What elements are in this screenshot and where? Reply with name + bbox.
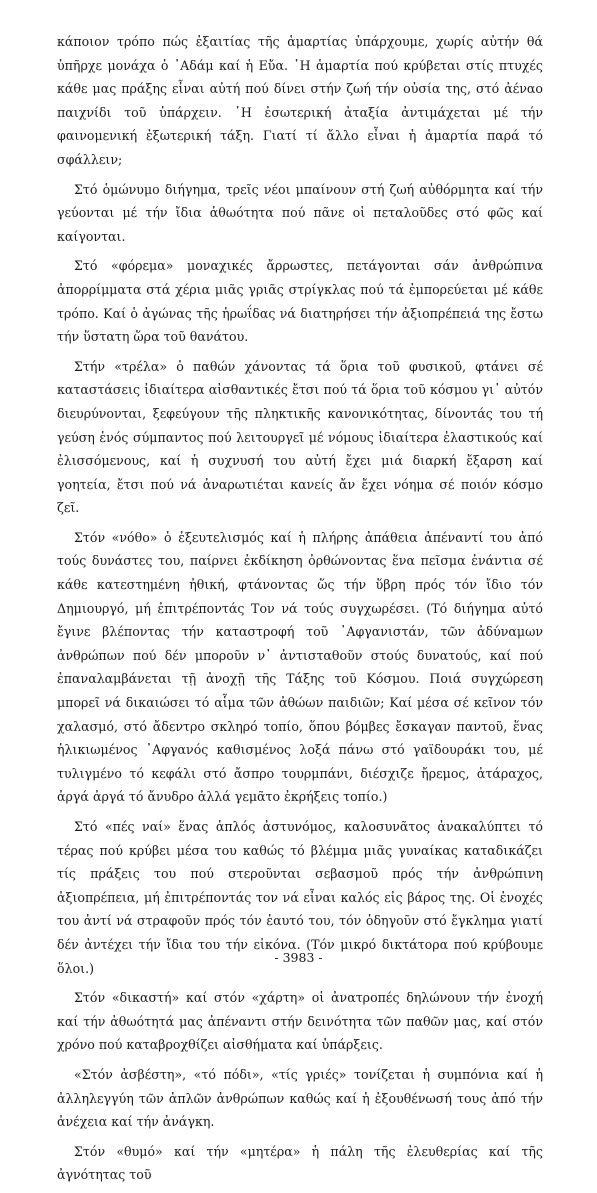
paragraph: Στήν «τρέλα» ὁ παθών χάνοντας τά ὅρια τοῦ φυσικοῦ, φτάνει σέ καταστάσεις ἰδιαίτερα αἰσθαντικές ἔτσι πού τά ὅρια τοῦ κόσμου γι᾽ αὐτόν διευρύνονται, ξεφεύγουν τῆς πληκτικῆς κανονικότητας, δίνοντάς του τή γεύση ἑνός σύμπαντος πού λειτουργεῖ μέ νόμους ἰδιαίτερα ἐλαστικούς καί ἐλισσόμενους, καί ἡ συχνυσή του αὐτή ἔχει μιά διαρκή ἔξαρση καί γοητεία, ἔτσι πού νά ἀναρωτιέται κανείς ἄν ἔχει νόημα σέ ποιόν κόσμο ζεῖ. [57,358,543,516]
paragraph: Στό ὁμώνυμο διήγημα, τρεῖς νέοι μπαίνουν στή ζωή αὐθόρμητα καί τήν γεύονται μέ τήν ἴδια ἀθωότητα πού πᾶνε οἱ πεταλοῦδες στό φῶς καί καίγονται. [57,181,543,244]
page-number: - 3983 - [274,950,323,965]
body-text [57,30,543,1193]
paragraph: «Στόν ἀσβέστη», «τό πόδι», «τίς γριές» τονίζεται ἡ συμπόνια καί ἡ ἀλληλεγγύη τῶν ἁπλῶν ἀνθρώπων καθώς καί ἡ ἐξουθένωσή τους ἀπό τήν ἀνέχεια καί τήν ἀνάγκη. [57,1066,543,1130]
paragraph: Στό «φόρεμα» μοναχικές ἄρρωστες, πετάγονται σάν ἀνθρώπινα ἀπορρίμματα στά χέρια μιᾶς γριᾶς στρίγκλας πού τά ἐμπορεύεται μέ κάθε τρόπο. Καί ὁ ἀγώνας τῆς ἡρωΐδας νά διατηρήσει τήν ἀξιοπρέπειά της ἔστω τήν ὕστατη ὥρα τοῦ θανάτου. [57,258,543,345]
paragraph: Στόν «θυμό» καί τήν «μητέρα» ἡ πάλη τῆς ἐλευθερίας καί τῆς ἀγνότητας τοῦ [57,1143,543,1183]
paragraph: Στόν «δικαστή» καί στόν «χάρτη» οἱ ἀνατροπές δηλώνουν τήν ἐνοχή καί τήν ἀθωότητά μας ἀπέναντι στήν δεινότητα τῶν παθῶν μας, καί στόν χρόνο πού καταβροχθίζει αἰσθήματα καί ὑπάρξεις. [57,990,543,1053]
paragraph: Στό «πές ναί» ἕνας ἁπλός ἀστυνόμος, καλοσυνᾶτος ἀνακαλύπτει τό τέρας πού κρύβει μέσα του καθώς τό βλέμμα μιᾶς γυναίκας καταδικάζει τίς πράξεις του πού στεροῦνται σεβασμοῦ πρός τήν ἀνθρώπινη ἀξιοπρέπεια, μή ἐπιτρέποντάς τον νά εἶναι καλός εἰς βάρος της. Οἱ ἐνοχές του ἀντί νά στραφοῦν πρός τόν ἑαυτό του, τόν ὁδηγοῦν στό ἔγκλημα γιατί δέν ἀντέχει τήν ἴδια του τήν εἰκόνα. (Τόν μικρό δικτάτορα πού κρύβουμε ὅλοι.) [57,819,543,976]
paragraph: κάποιον τρόπο πώς ἐξαιτίας τῆς ἁμαρτίας ὑπάρχουμε, χωρίς αὐτήν θά ὑπῆρχε μονάχα ὁ ᾽Αδάμ καί ἡ Εὔα. ῾Η ἁμαρτία πού κρύβεται στίς πτυχές κάθε μας πράξης εἶναι αὐτή πού δίνει στήν ζωή τήν οὐσία της, στό ἀέναο παιχνίδι τοῦ ὑπάρχειν. ῾Η ἐσωτερική ἀταξία ἀντιμάχεται μέ τήν φαινομενική ἐξωτερική τάξη. Γιατί τί ἄλλο εἶναι ἡ ἁμαρτία παρά τό σφάλλειν; [57,34,543,167]
paragraph: Στόν «νόθο» ὁ ἐξευτελισμός καί ἡ πλήρης ἀπάθεια ἀπέναντί του ἀπό τούς δυνάστες του, παίρνει ἐκδίκηση ὀρθώνοντας ἕνα πεῖσμα ἐνάντια σέ κάθε κατεστημένη ἠθική, φτάνοντας ὥς τήν ὕβρη πρός τόν ἴδιο τόν Δημιουργό, μή ἐπιτρέποντάς Τον νά τούς συγχωρέσει. (Τό διήγημα αὐτό ἔγινε βλέποντας τήν καταστροφή τοῦ ᾽Αφγανιστάν, τῶν ἀδύναμων ἀνθρώπων πού δέν μποροῦν ν᾽ ἀντισταθοῦν στούς δυνατούς, καί πού ἐπαναλαμβάνεται τῇ ἀνοχῇ τῆς Τάξης τοῦ Κόσμου. Ποιά συγχώρεση μπορεῖ νά δικαιώσει τό αἷμα τῶν ἀθώων παιδιῶν; Καί μέσα σέ κεῖνον τόν χαλασμό, στό ἄδεντρο σκληρό τοπίο, ὅπου βόμβες ἔσκαγαν παντοῦ, ἕνας ἡλικιωμένος ᾽Αφγανός καθισμένος λοξά πάνω στό γαϊδουράκι του, μέ τυλιγμένο τό κεφάλι στό ἄσπρο τουρμπάνι, διέσχιζε ἤρεμος, ἀτάραχος, ἀργά ἀργά τό ἄνυδρο ἀλλά γεμᾶτο ἐκρήξεις τοπίο.) [57,529,543,805]
